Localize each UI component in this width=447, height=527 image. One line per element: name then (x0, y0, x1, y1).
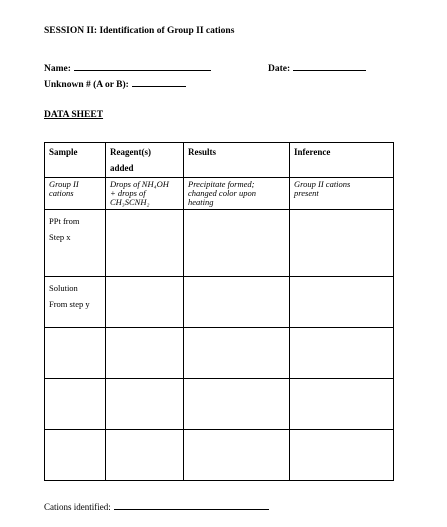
cell-example-sample (45, 178, 106, 210)
header-inference: Inference (290, 143, 394, 178)
date-label: Date: (268, 64, 291, 74)
cell-blank[interactable] (184, 328, 290, 379)
cell-blank[interactable] (106, 379, 184, 430)
data-sheet-title: DATA SHEET (44, 110, 104, 120)
cell-blank[interactable] (290, 430, 394, 481)
table-row-example (45, 178, 394, 210)
cell-ppt-reagent[interactable] (106, 210, 184, 277)
example-sample-line2: cations (49, 188, 74, 198)
cell-example-results (184, 178, 290, 210)
example-reagent-line2: + drops of (110, 188, 146, 198)
header-sample: Sample (45, 143, 106, 178)
header-reagent (106, 143, 184, 178)
cell-ppt-inference[interactable] (290, 210, 394, 277)
cell-example-reagent (106, 178, 184, 210)
cell-solution-sample (45, 277, 106, 328)
table-row-blank (45, 379, 394, 430)
example-results-line2: changed color upon (188, 188, 256, 198)
cell-blank[interactable] (290, 328, 394, 379)
cell-blank[interactable] (106, 328, 184, 379)
cell-blank[interactable] (45, 379, 106, 430)
cell-solution-results[interactable] (184, 277, 290, 328)
example-inference-line2: present (294, 188, 319, 198)
ppt-sample-line2: Step x (49, 232, 71, 242)
name-label: Name: (44, 64, 71, 74)
date-blank[interactable] (293, 61, 366, 71)
example-results-line3: heating (188, 197, 214, 207)
header-reagent-line2: added (110, 163, 134, 173)
data-table (44, 142, 394, 481)
table-row-ppt (45, 210, 394, 277)
cell-blank[interactable] (184, 430, 290, 481)
session-title: SESSION II: Identification of Group II cations (44, 26, 235, 36)
solution-sample-line1: Solution (49, 283, 78, 293)
unknown-blank[interactable] (132, 77, 186, 87)
cell-blank[interactable] (290, 379, 394, 430)
date-field (268, 61, 366, 74)
example-inference-line1: Group II cations (294, 179, 351, 189)
solution-sample-line2: From step y (49, 299, 90, 309)
cations-identified-blank[interactable] (114, 500, 269, 510)
ppt-sample-line1: PPt from (49, 216, 80, 226)
unknown-field (44, 77, 186, 90)
cell-ppt-results[interactable] (184, 210, 290, 277)
example-sample-line1: Group II (49, 179, 79, 189)
table-row-blank (45, 430, 394, 481)
header-reagent-line1: Reagent(s) (110, 147, 151, 157)
cations-identified-label: Cations identified: (44, 502, 111, 512)
cell-blank[interactable] (45, 430, 106, 481)
name-blank[interactable] (74, 61, 211, 71)
example-results-line1: Precipitate formed; (188, 179, 255, 189)
cell-blank[interactable] (184, 379, 290, 430)
cell-solution-reagent[interactable] (106, 277, 184, 328)
cell-ppt-sample (45, 210, 106, 277)
cell-blank[interactable] (45, 328, 106, 379)
example-reagent-line1: Drops of NH₄OH (110, 179, 169, 189)
table-row-blank (45, 328, 394, 379)
name-field (44, 61, 211, 74)
cations-identified-field (44, 500, 269, 512)
cell-solution-inference[interactable] (290, 277, 394, 328)
unknown-label: Unknown # (A or B): (44, 80, 129, 90)
example-reagent-line3: CH₃SCNH₂ (110, 197, 150, 207)
table-row-solution (45, 277, 394, 328)
cell-example-inference (290, 178, 394, 210)
cell-blank[interactable] (106, 430, 184, 481)
header-results: Results (184, 143, 290, 178)
table-header-row (45, 143, 394, 178)
